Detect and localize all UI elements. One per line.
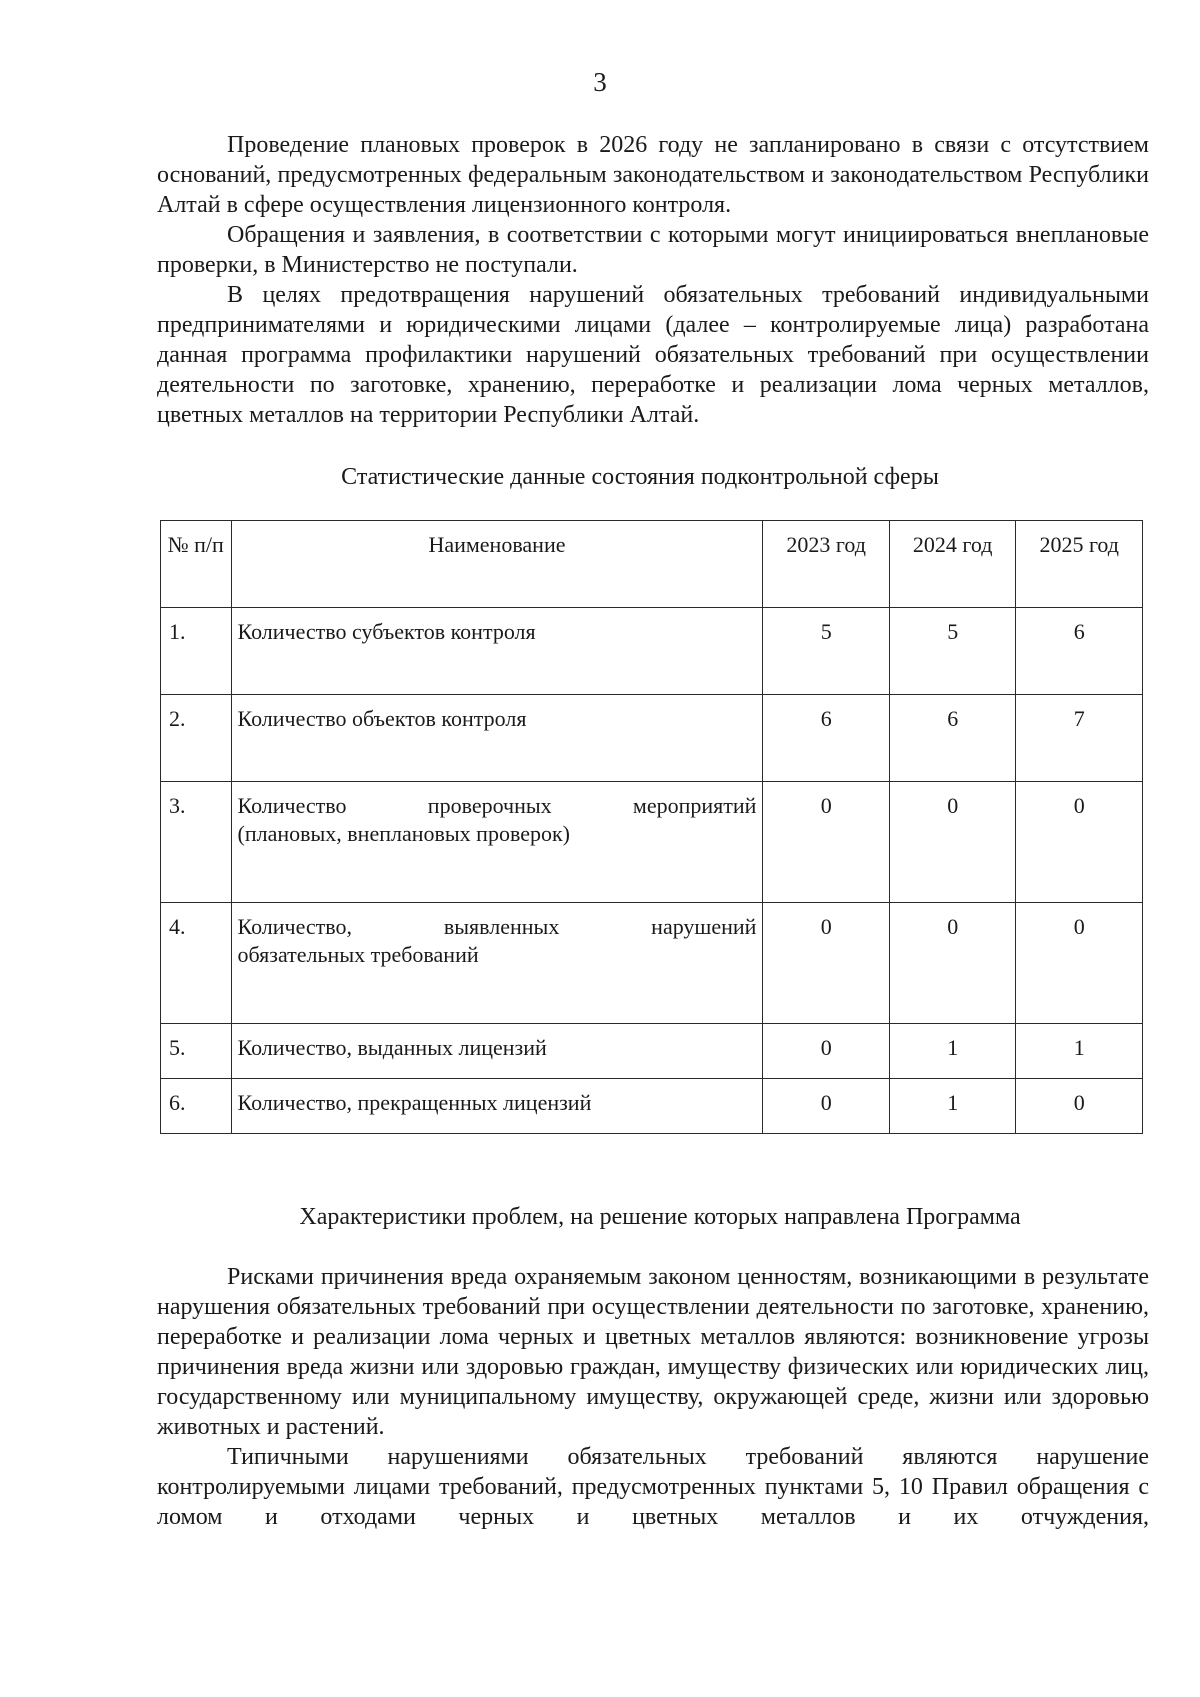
row-name-line: (плановых, внеплановых проверок) [237,821,570,846]
value-2023: 0 [763,1024,890,1079]
value-2025: 0 [1016,782,1143,903]
row-name [231,903,763,1024]
value-2024: 1 [889,1079,1016,1134]
value-2025: 7 [1016,695,1143,782]
row-name-line: Количество проверочных мероприятий [237,793,757,818]
row-name: Количество, выданных лицензий [231,1024,763,1079]
section-title: Характеристики проблем, на решение которых направлена Программа [299,1204,1021,1230]
paragraph: Обращения и заявления, в соответствии с которыми могут инициироваться внеплановые проверки, в Министерство не поступали. [157,222,1149,278]
problems-text [157,1262,1149,1532]
value-2024: 6 [889,695,1016,782]
value-2023: 6 [763,695,890,782]
header-2023: 2023 год [763,521,890,608]
table-row [161,782,1143,903]
table-header-row [161,521,1143,608]
row-num: 5. [161,1024,232,1079]
row-name: Количество объектов контроля [231,695,763,782]
row-name-line: Количество, выявленных нарушений [237,914,757,939]
table-row [161,903,1143,1024]
row-num: 2. [161,695,232,782]
row-name: Количество субъектов контроля [231,608,763,695]
row-num: 4. [161,903,232,1024]
page-number: 3 [593,67,607,97]
header-num: № п/п [161,521,232,608]
value-2025: 0 [1016,903,1143,1024]
value-2025: 6 [1016,608,1143,695]
value-2023: 0 [763,1079,890,1134]
value-2024: 1 [889,1024,1016,1079]
row-num: 1. [161,608,232,695]
row-name-line: обязательных требований [237,942,479,967]
table-row [161,608,1143,695]
table-row [161,1079,1143,1134]
table-title: Статистические данные состояния подконтрольной сферы [341,464,939,490]
header-2025: 2025 год [1016,521,1143,608]
table-row [161,1024,1143,1079]
value-2023: 5 [763,608,890,695]
paragraph: Проведение плановых проверок в 2026 году не запланировано в связи с отсутствием оснований, предусмотренных федеральным законодательством и законодательством Республики Алтай в сфере осуществления лицензионного контроля. [157,132,1149,218]
value-2024: 0 [889,782,1016,903]
value-2025: 0 [1016,1079,1143,1134]
value-2025: 1 [1016,1024,1143,1079]
row-num: 6. [161,1079,232,1134]
row-num: 3. [161,782,232,903]
intro-text [157,130,1149,430]
paragraph: В целях предотвращения нарушений обязательных требований индивидуальными предпринимателями и юридическими лицами (далее – контролируемые лица) разработана данная программа профилактики нарушений обязательных требований при осуществлении деятельности по заготовке, хранению, переработке и реализации лома черных металлов, цветных металлов на территории Республики Алтай. [157,282,1149,428]
table-row [161,695,1143,782]
paragraph: Типичными нарушениями обязательных требований являются нарушение контролируемыми лицами требований, предусмотренных пунктами 5, 10 Правил обращения с ломом и отходами черных и цветных металлов и их отчуждения, [157,1444,1149,1530]
value-2023: 0 [763,782,890,903]
row-name: Количество, прекращенных лицензий [231,1079,763,1134]
header-2024: 2024 год [889,521,1016,608]
paragraph: Рисками причинения вреда охраняемым законом ценностям, возникающими в результате нарушения обязательных требований при осуществлении деятельности по заготовке, хранению, переработке и реализации лома черных и цветных металлов являются: возникновение угрозы причинения вреда жизни или здоровью граждан, имуществу физических или юридических лиц, государственному или муниципальному имуществу, окружающей среде, жизни или здоровью животных и растений. [157,1264,1149,1440]
value-2024: 5 [889,608,1016,695]
row-name [231,782,763,903]
statistics-table [160,520,1143,1134]
value-2024: 0 [889,903,1016,1024]
value-2023: 0 [763,903,890,1024]
header-name: Наименование [231,521,763,608]
